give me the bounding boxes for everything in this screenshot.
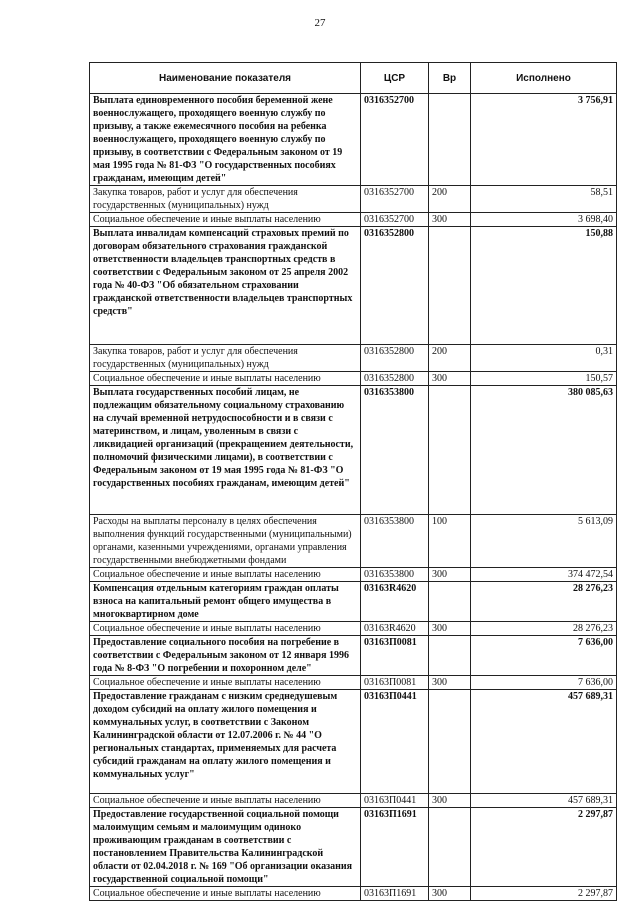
header-vr: Вр <box>429 63 471 94</box>
table-row <box>90 227 617 345</box>
cell-amount: 150,88 <box>471 227 617 345</box>
cell-csr: 03163R4620 <box>361 622 429 636</box>
table-row <box>90 622 617 636</box>
cell-csr: 03163R4620 <box>361 582 429 622</box>
cell-vr: 300 <box>429 887 471 901</box>
cell-amount: 28 276,23 <box>471 582 617 622</box>
cell-amount: 457 689,31 <box>471 690 617 794</box>
table-row <box>90 887 617 901</box>
table-row <box>90 582 617 622</box>
cell-csr: 0316352700 <box>361 94 429 186</box>
cell-amount: 7 636,00 <box>471 636 617 676</box>
table-body <box>90 94 617 901</box>
table-row <box>90 794 617 808</box>
table-row <box>90 186 617 213</box>
table-row <box>90 94 617 186</box>
cell-name: Выплата единовременного пособия беременной жене военнослужащего, проходящего военную службу по призыву, а также ежемесячного пособия на ребенка военнослужащего, проходящего военную службу по призыву, в соответствии с Федеральным законом от 19 мая 1995 года № 81-ФЗ "О государственных пособиях гражданам, имеющим детей" <box>90 94 361 186</box>
cell-csr: 0316353800 <box>361 386 429 515</box>
cell-name: Расходы на выплаты персоналу в целях обеспечения выполнения функций государственными (муниципальными) органами, казенными учреждениями, органами управления государственными внебюджетными фондами <box>90 515 361 568</box>
cell-amount: 7 636,00 <box>471 676 617 690</box>
cell-vr <box>429 636 471 676</box>
cell-vr: 300 <box>429 213 471 227</box>
table-row <box>90 690 617 794</box>
page-number: 27 <box>314 17 326 29</box>
cell-name: Закупка товаров, работ и услуг для обеспечения государственных (муниципальных) нужд <box>90 186 361 213</box>
cell-amount: 2 297,87 <box>471 887 617 901</box>
cell-name: Социальное обеспечение и иные выплаты населению <box>90 213 361 227</box>
cell-csr: 0316352800 <box>361 227 429 345</box>
cell-name: Выплата инвалидам компенсаций страховых премий по договорам обязательного страхования гражданской ответственности владельцев транспортных средств в соответствии с Федеральным законом от 25 апреля 2002 года № 40-ФЗ "Об обязательном страховании гражданской ответственности владельцев транспортных средств" <box>90 227 361 345</box>
table-header-row <box>90 63 617 94</box>
cell-name: Предоставление гражданам с низким среднедушевым доходом субсидий на оплату жилого помещения и коммунальных услуг, в соответствии с Законом Калининградской области от 12.07.2006 г. № 44 "О региональных стандартах, применяемых для расчета субсидий гражданам на оплату жилого помещения и коммунальных услуг" <box>90 690 361 794</box>
cell-vr: 200 <box>429 345 471 372</box>
cell-csr: 03163П0441 <box>361 690 429 794</box>
cell-amount: 28 276,23 <box>471 622 617 636</box>
cell-vr <box>429 94 471 186</box>
header-amount: Исполнено <box>471 63 617 94</box>
cell-amount: 374 472,54 <box>471 568 617 582</box>
cell-csr: 03163П0081 <box>361 676 429 690</box>
cell-amount: 2 297,87 <box>471 808 617 887</box>
cell-name: Социальное обеспечение и иные выплаты населению <box>90 794 361 808</box>
cell-csr: 0316352800 <box>361 372 429 386</box>
table-row <box>90 568 617 582</box>
cell-csr: 03163П0441 <box>361 794 429 808</box>
cell-vr: 300 <box>429 568 471 582</box>
table-row <box>90 345 617 372</box>
cell-vr: 300 <box>429 794 471 808</box>
cell-csr: 0316352700 <box>361 186 429 213</box>
cell-vr: 300 <box>429 622 471 636</box>
table-row <box>90 386 617 515</box>
cell-vr <box>429 227 471 345</box>
cell-name: Социальное обеспечение и иные выплаты населению <box>90 887 361 901</box>
cell-vr: 300 <box>429 676 471 690</box>
cell-vr <box>429 386 471 515</box>
cell-name: Социальное обеспечение и иные выплаты населению <box>90 622 361 636</box>
header-csr: ЦСР <box>361 63 429 94</box>
cell-amount: 380 085,63 <box>471 386 617 515</box>
cell-vr <box>429 690 471 794</box>
cell-csr: 0316352700 <box>361 213 429 227</box>
cell-csr: 0316352800 <box>361 345 429 372</box>
cell-vr: 300 <box>429 372 471 386</box>
header-name: Наименование показателя <box>90 63 361 94</box>
cell-name: Компенсация отдельным категориям граждан оплаты взноса на капитальный ремонт общего имущества в многоквартирном доме <box>90 582 361 622</box>
cell-vr: 100 <box>429 515 471 568</box>
cell-vr: 200 <box>429 186 471 213</box>
cell-csr: 03163П1691 <box>361 808 429 887</box>
table-row <box>90 636 617 676</box>
cell-amount: 3 756,91 <box>471 94 617 186</box>
cell-amount: 150,57 <box>471 372 617 386</box>
cell-name: Предоставление социального пособия на погребение в соответствии с Федеральным законом от 12 января 1996 года № 8-ФЗ "О погребении и похоронном деле" <box>90 636 361 676</box>
table-row <box>90 372 617 386</box>
cell-name: Закупка товаров, работ и услуг для обеспечения государственных (муниципальных) нужд <box>90 345 361 372</box>
cell-csr: 03163П0081 <box>361 636 429 676</box>
cell-name: Социальное обеспечение и иные выплаты населению <box>90 372 361 386</box>
cell-amount: 5 613,09 <box>471 515 617 568</box>
cell-name: Социальное обеспечение и иные выплаты населению <box>90 676 361 690</box>
cell-name: Социальное обеспечение и иные выплаты населению <box>90 568 361 582</box>
table-row <box>90 213 617 227</box>
table-row <box>90 808 617 887</box>
cell-name: Выплата государственных пособий лицам, не подлежащим обязательному социальному страхованию на случай временной нетрудоспособности и в связи с материнством, и лицам, уволенным в связи с ликвидацией организаций (прекращением деятельности, полномочий физическими лицами), в соответствии с Федеральным законом от 19 мая 1995 года № 81-ФЗ "О государственных пособиях гражданам, имеющим детей" <box>90 386 361 515</box>
cell-amount: 0,31 <box>471 345 617 372</box>
table-row <box>90 515 617 568</box>
cell-amount: 3 698,40 <box>471 213 617 227</box>
cell-vr <box>429 582 471 622</box>
cell-vr <box>429 808 471 887</box>
cell-amount: 58,51 <box>471 186 617 213</box>
table-row <box>90 676 617 690</box>
expenditure-table <box>89 62 617 901</box>
cell-name: Предоставление государственной социальной помощи малоимущим семьям и малоимущим одиноко проживающим гражданам в соответствии с постановлением Правительства Калининградской области от 02.04.2018 г. № 169 "Об организации оказания государственной социальной помощи" <box>90 808 361 887</box>
cell-csr: 03163П1691 <box>361 887 429 901</box>
cell-csr: 0316353800 <box>361 568 429 582</box>
cell-amount: 457 689,31 <box>471 794 617 808</box>
cell-csr: 0316353800 <box>361 515 429 568</box>
